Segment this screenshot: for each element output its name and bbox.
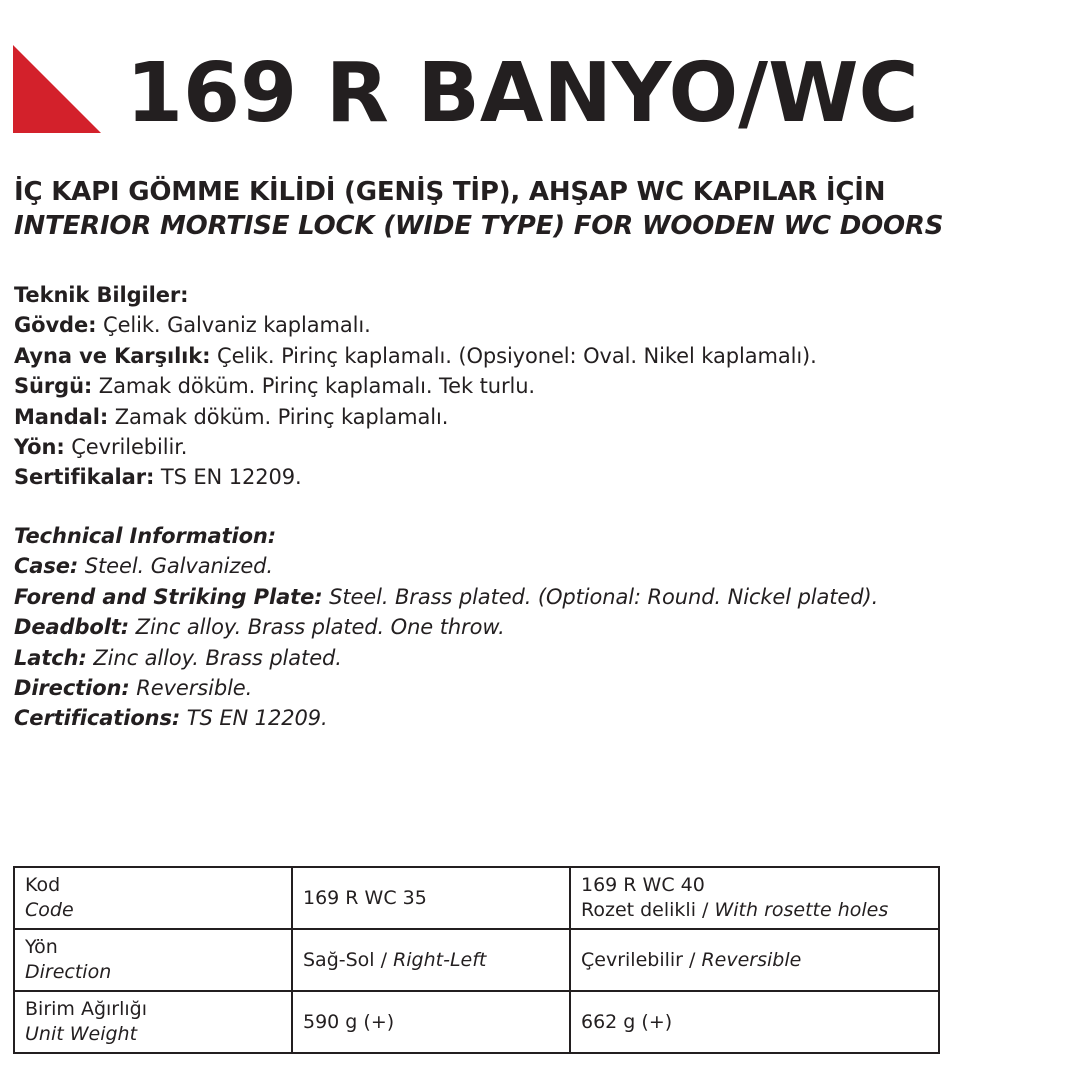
note-en: With rosette holes — [714, 899, 889, 921]
table-cell — [292, 929, 570, 991]
note-tr: Rozet delikli / — [581, 899, 715, 921]
spec-label: Gövde: — [14, 313, 97, 338]
code-note — [581, 898, 928, 923]
spec-value: Zamak döküm. Pirinç kaplamalı. — [108, 404, 449, 429]
spec-line — [14, 612, 878, 642]
specs-heading-tr: Teknik Bilgiler: — [14, 283, 189, 307]
spec-value: Çelik. Galvaniz kaplamalı. — [96, 313, 371, 338]
product-subtitle — [14, 175, 943, 243]
value-en: Reversible — [701, 948, 802, 971]
spec-label: Forend and Striking Plate: — [14, 584, 323, 609]
spec-label: Certifications: — [14, 706, 181, 731]
code-value: 169 R WC 40 — [581, 874, 705, 896]
spec-line — [14, 582, 878, 612]
table-cell: 169 R WC 35 — [292, 867, 570, 929]
spec-line — [14, 551, 878, 581]
spec-line — [14, 703, 878, 733]
technical-info-en — [14, 521, 878, 734]
table-cell: 662 g (+) — [570, 991, 939, 1053]
spec-line — [14, 310, 817, 340]
value-tr: Çevrilebilir / — [581, 948, 702, 971]
row-label-tr: Birim Ağırlığı — [25, 998, 147, 1020]
spec-value: Zamak döküm. Pirinç kaplamalı. Tek turlu. — [92, 374, 536, 399]
spec-label: Direction: — [14, 676, 130, 701]
spec-value: TS EN 12209. — [154, 465, 302, 490]
spec-value: TS EN 12209. — [180, 706, 328, 731]
spec-label: Yön: — [14, 435, 65, 460]
spec-value: Reversible. — [129, 676, 253, 701]
spec-value: Çevrilebilir. — [64, 435, 188, 460]
product-spec-table — [13, 866, 940, 1054]
spec-value: Steel. Galvanized. — [78, 554, 273, 579]
spec-label: Latch: — [14, 645, 87, 670]
spec-label: Ayna ve Karşılık: — [14, 343, 211, 368]
row-label-en: Unit Weight — [25, 1023, 138, 1045]
row-label-cell — [14, 991, 292, 1053]
value-en: Right-Left — [393, 948, 487, 971]
red-triangle-logo — [13, 45, 101, 133]
spec-value: Steel. Brass plated. (Optional: Round. Nickel plated). — [322, 584, 879, 609]
spec-line — [14, 371, 817, 401]
row-label-tr: Yön — [25, 936, 58, 958]
row-label-cell — [14, 929, 292, 991]
spec-label: Deadbolt: — [14, 615, 130, 640]
specs-heading-en: Technical Information: — [14, 524, 277, 548]
spec-line — [14, 643, 878, 673]
spec-label: Sertifikalar: — [14, 465, 155, 490]
spec-value: Çelik. Pirinç kaplamalı. (Opsiyonel: Oval. Nikel kaplamalı). — [210, 343, 817, 368]
page-title: 169 R BANYO/WC — [126, 46, 919, 141]
spec-value: Zinc alloy. Brass plated. One throw. — [129, 615, 505, 640]
table-cell — [570, 867, 939, 929]
spec-label: Mandal: — [14, 404, 109, 429]
spec-line — [14, 402, 817, 432]
table-row-weight — [14, 991, 939, 1053]
table-cell — [570, 929, 939, 991]
spec-label: Sürgü: — [14, 374, 93, 399]
spec-label: Case: — [14, 554, 79, 579]
spec-line — [14, 673, 878, 703]
spec-line — [14, 341, 817, 371]
spec-line — [14, 462, 817, 492]
table-row-code — [14, 867, 939, 929]
row-label-en: Code — [25, 899, 74, 921]
value-tr: Sağ-Sol / — [303, 948, 394, 971]
spec-line — [14, 432, 817, 462]
row-label-tr: Kod — [25, 874, 61, 896]
technical-info-tr — [14, 280, 817, 493]
table-cell: 590 g (+) — [292, 991, 570, 1053]
subtitle-tr: İÇ KAPI GÖMME KİLİDİ (GENİŞ TİP), AHŞAP WC KAPILAR İÇİN — [14, 177, 886, 207]
row-label-en: Direction — [25, 961, 112, 983]
subtitle-en: INTERIOR MORTISE LOCK (WIDE TYPE) FOR WOODEN WC DOORS — [14, 211, 944, 241]
row-label-cell — [14, 867, 292, 929]
spec-value: Zinc alloy. Brass plated. — [86, 645, 342, 670]
table-row-direction — [14, 929, 939, 991]
